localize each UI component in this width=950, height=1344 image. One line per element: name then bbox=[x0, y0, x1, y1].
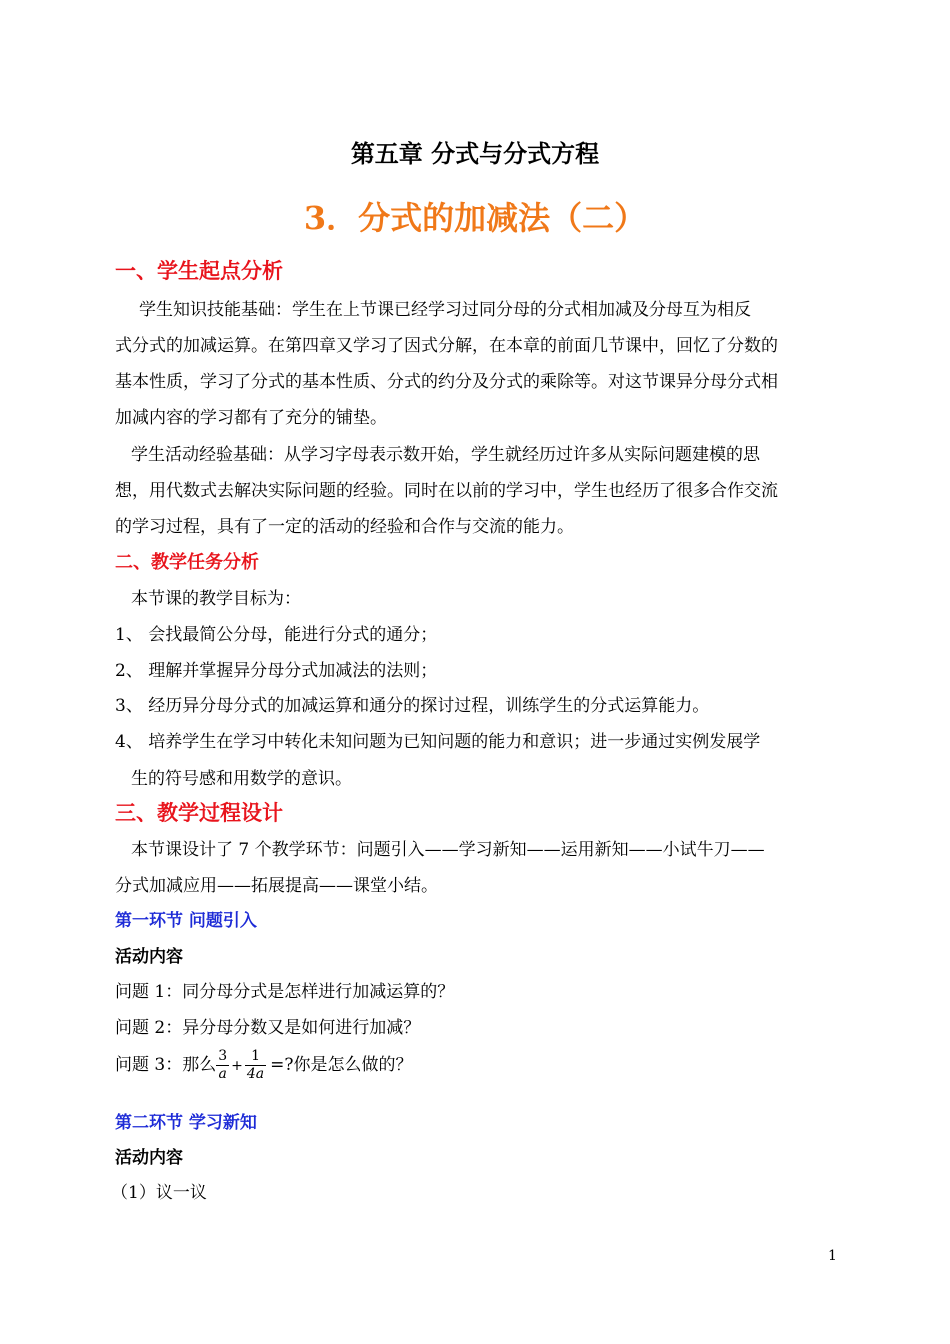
fraction-denominator: 4a bbox=[246, 1066, 265, 1082]
paragraph-line: 想，用代数式去解决实际问题的经验。同时在以前的学习中，学生也经历了很多合作交流 bbox=[115, 481, 778, 501]
paragraph-line: 式分式的加减运算。在第四章又学习了因式分解，在本章的前面几节课中，回忆了分数的 bbox=[115, 336, 778, 356]
section-2-title: 二、教学任务分析 bbox=[115, 552, 259, 573]
page-number: 1 bbox=[828, 1248, 837, 1264]
plus-sign: + bbox=[231, 1058, 243, 1074]
fraction-denominator: a bbox=[218, 1066, 227, 1082]
question-1: 问题 1：同分母分式是怎样进行加减运算的？ bbox=[115, 982, 455, 1002]
paragraph-line: 加减内容的学习都有了充分的铺垫。 bbox=[115, 408, 387, 428]
question-3-prefix: 问题 3：那么 bbox=[115, 1055, 217, 1075]
paragraph-line: 学生知识技能基础：学生在上节课已经学习过同分母的分式相加减及分母互为相反 bbox=[139, 300, 751, 320]
question-2: 问题 2：异分母分数又是如何进行加减？ bbox=[115, 1018, 421, 1038]
step-2-title: 第二环节 学习新知 bbox=[115, 1113, 257, 1133]
paragraph-line: 本节课的教学目标为： bbox=[131, 589, 301, 609]
goal-item: 3、 经历异分母分式的加减运算和通分的探讨过程，训练学生的分式运算能力。 bbox=[115, 696, 710, 716]
lesson-title: 3．分式的加减法（二） bbox=[303, 199, 647, 237]
paragraph-line: 基本性质，学习了分式的基本性质、分式的约分及分式的乘除等。对这节课异分母分式相 bbox=[115, 372, 778, 392]
question-3 bbox=[115, 1048, 413, 1083]
section-1-title: 一、学生起点分析 bbox=[115, 258, 283, 283]
goal-item: 4、 培养学生在学习中转化未知问题为已知问题的能力和意识；进一步通过实例发展学 bbox=[115, 732, 761, 752]
question-3-suffix: =?你是怎么做的？ bbox=[270, 1055, 413, 1075]
goal-item: 1、 会找最简公分母，能进行分式的通分； bbox=[115, 625, 438, 645]
fraction-1-over-4a bbox=[245, 1048, 266, 1083]
fraction-numerator: 3 bbox=[218, 1048, 228, 1064]
paragraph-line: 的学习过程，具有了一定的活动的经验和合作与交流的能力。 bbox=[115, 517, 574, 537]
paragraph-line: 学生活动经验基础：从学习字母表示数开始，学生就经历过许多从实际问题建模的思 bbox=[131, 445, 760, 465]
goal-item: 2、 理解并掌握异分母分式加减法的法则； bbox=[115, 661, 438, 681]
goal-item-continuation: 生的符号感和用数学的意识。 bbox=[131, 769, 352, 789]
paragraph-line: 本节课设计了 7 个教学环节：问题引入——学习新知——运用新知——小试牛刀—— bbox=[131, 840, 765, 860]
fraction-numerator: 1 bbox=[245, 1048, 266, 1066]
paragraph-line: 分式加减应用——拓展提高——课堂小结。 bbox=[115, 876, 438, 896]
fraction-3-over-a bbox=[216, 1048, 229, 1083]
activity-heading: 活动内容 bbox=[115, 1148, 183, 1168]
step-1-title: 第一环节 问题引入 bbox=[115, 911, 257, 931]
chapter-title: 第五章 分式与分式方程 bbox=[350, 139, 600, 168]
activity-heading: 活动内容 bbox=[115, 947, 183, 967]
section-3-title: 三、教学过程设计 bbox=[115, 800, 283, 825]
discussion-item: （1）议一议 bbox=[111, 1183, 207, 1203]
